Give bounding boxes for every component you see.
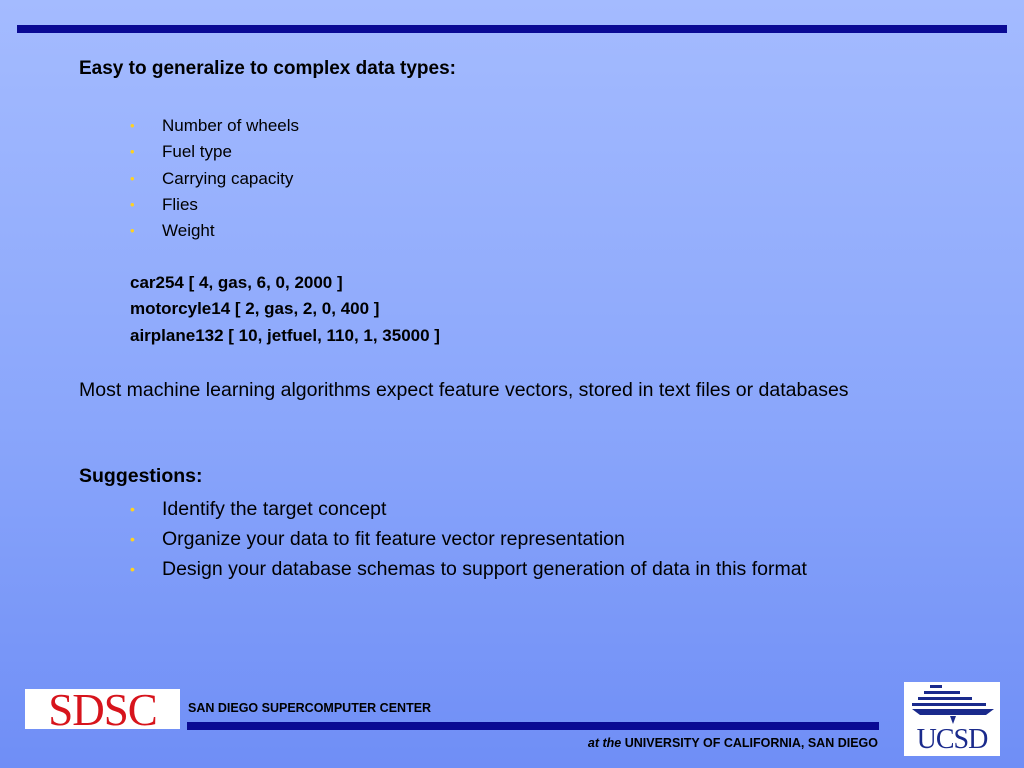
- bullet-icon: •: [130, 170, 135, 186]
- list-item: • Identify the target concept: [130, 495, 807, 525]
- bullet-icon: •: [130, 561, 135, 577]
- bullet-icon: •: [130, 118, 135, 133]
- body-paragraph: Most machine learning algorithms expect feature vectors, stored in text files or databases: [79, 379, 849, 401]
- ucsd-logo-text: UCSD: [916, 724, 988, 755]
- record-line: motorcyle14 [ 2, gas, 2, 0, 400 ]: [130, 299, 380, 319]
- suggestions-list: [130, 495, 807, 585]
- bullet-icon: •: [130, 144, 135, 160]
- list-item: • Organize your data to fit feature vector representation: [130, 525, 807, 555]
- bullet-icon: •: [130, 531, 135, 547]
- feature-list: [130, 114, 299, 245]
- list-item: • Flies: [130, 193, 299, 219]
- ucsd-ship-logo: [904, 682, 1000, 726]
- bottom-rule: [187, 722, 879, 730]
- bullet-icon: •: [130, 501, 135, 517]
- bullet-icon: •: [130, 223, 135, 239]
- list-item: • Number of wheels: [130, 114, 299, 140]
- record-examples: [130, 270, 440, 349]
- bullet-icon: •: [130, 196, 135, 212]
- slide-heading: Easy to generalize to complex data types:: [79, 58, 456, 79]
- university-line: [588, 736, 878, 750]
- record-line: car254 [ 4, gas, 6, 0, 2000 ]: [130, 273, 343, 292]
- university-name: UNIVERSITY OF CALIFORNIA, SAN DIEGO: [624, 736, 878, 750]
- suggestions-title: Suggestions:: [79, 465, 203, 487]
- list-item: • Carrying capacity: [130, 167, 299, 193]
- sdsc-logo-text: SDSC: [48, 685, 157, 735]
- at-the-text: at the: [587, 736, 622, 750]
- sdsc-logo: [25, 685, 180, 735]
- list-item: • Fuel type: [130, 140, 299, 166]
- top-rule: [17, 25, 1007, 33]
- list-item: • Weight: [130, 219, 299, 245]
- center-name: SAN DIEGO SUPERCOMPUTER CENTER: [188, 701, 432, 715]
- list-item: • Design your database schemas to support generation of data in this format: [130, 555, 807, 585]
- ucsd-logo: [904, 682, 1000, 756]
- record-line: airplane132 [ 10, jetfuel, 110, 1, 35000 ]: [130, 325, 440, 345]
